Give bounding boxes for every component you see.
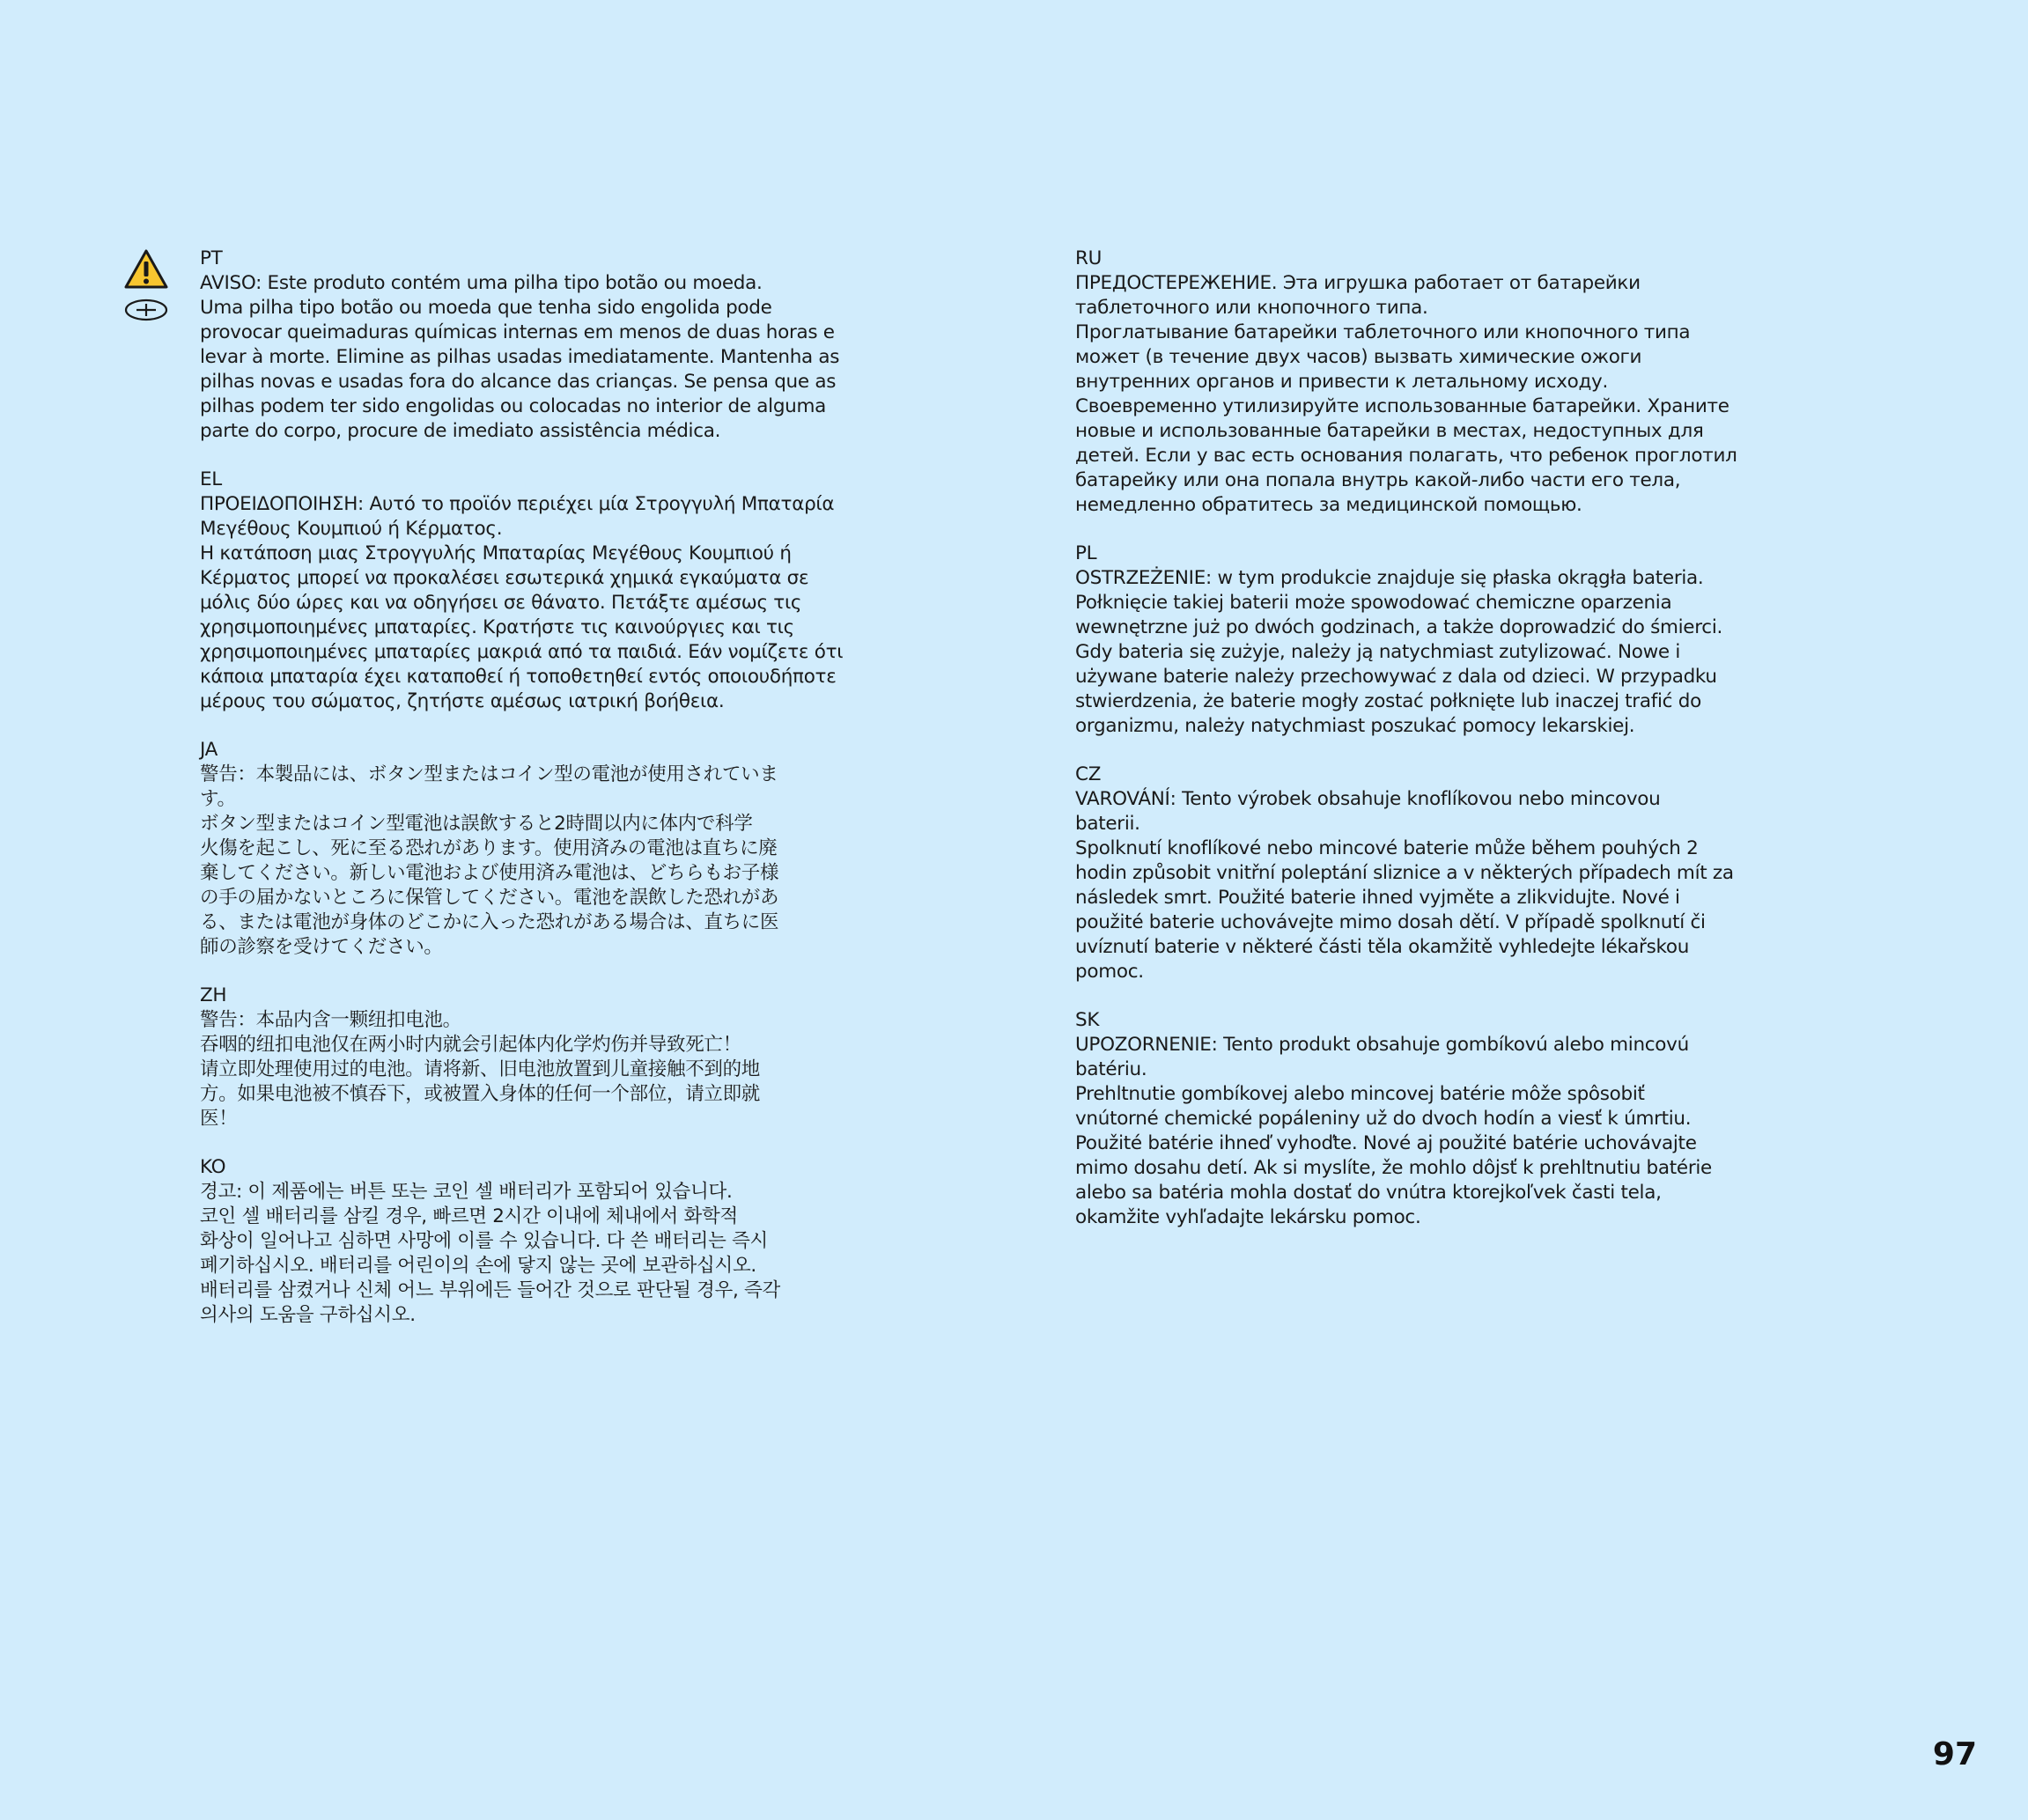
language-section-sk — [1075, 1008, 1780, 1230]
warning-text-line: ΠΡΟΕΙΔΟΠΟΙΗΣΗ: Αυτό το προϊόν περιέχει μία Στρογγυλή Μπαταρία — [200, 493, 835, 515]
warning-text-line: provocar queimaduras químicas internas em menos de duas horas e — [200, 321, 835, 343]
warning-text-line: батарейку или она попала внутрь какой-либо части его тела, — [1075, 469, 1681, 491]
warning-text-line: levar à morte. Elimine as pilhas usadas imediatamente. Mantenha as — [200, 346, 840, 368]
language-code: PT — [200, 247, 223, 269]
warning-text-line: 경고: 이 제품에는 버튼 또는 코인 셀 배터리가 포함되어 있습니다. — [200, 1181, 733, 1203]
warning-text-line: 吞咽的纽扣电池仅在两小时内就会引起体内化学灼伤并导致死亡！ — [200, 1034, 741, 1056]
language-section-pt — [200, 247, 896, 444]
warning-text-line: немедленно обратитесь за медицинской помощью. — [1075, 494, 1582, 516]
warning-text-line: pomoc. — [1075, 961, 1144, 983]
warning-text-line: Gdy bateria się zużyje, należy ją natychmiast zutylizować. Nowe i — [1075, 641, 1681, 663]
warning-text-line: vnútorné chemické popáleniny už do dvoch hodín a viesť k úmrtiu. — [1075, 1108, 1692, 1130]
language-section-ru — [1075, 247, 1780, 518]
warning-text-line: Prehltnutie gombíkovej alebo mincovej batérie môže spôsobiť — [1075, 1083, 1645, 1105]
warning-text-line: внутренних органов и привести к летальному исходу. — [1075, 371, 1609, 393]
warning-text-line: Použité batérie ihneď vyhoďte. Nové aj použité batérie uchovávajte — [1075, 1132, 1697, 1154]
warning-text-line: hodin způsobit vnitřní poleptání sliznice a v některých případech mít za — [1075, 862, 1734, 884]
warning-text-line: 请立即处理使用过的电池。请将新、旧电池放置到儿童接触不到的地 — [200, 1058, 761, 1080]
warning-text-line: 方。如果电池被不慎吞下，或被置入身体的任何一个部位，请立即就 — [200, 1083, 761, 1105]
language-section-zh — [200, 984, 896, 1131]
warning-text-line: Spolknutí knoflíkové nebo mincové baterie může během pouhých 2 — [1075, 837, 1699, 859]
warning-text-line: parte do corpo, procure de imediato assistência médica. — [200, 420, 721, 442]
language-code: RU — [1075, 247, 1102, 269]
warning-text-line: okamžite vyhľadajte lekársku pomoc. — [1075, 1206, 1421, 1228]
warning-text-line: χρησιμοποιημένες μπαταρίες μακριά από τα παιδιά. Εάν νομίζετε ότι — [200, 641, 844, 663]
warning-text-line: Η κατάποση μιας Στρογγυλής Μπαταρίας Μεγέθους Κουμπιού ή — [200, 542, 792, 564]
warning-text-line: может (в течение двух часов) вызвать химические ожоги — [1075, 346, 1642, 368]
warning-text-line: 폐기하십시오. 배터리를 어린이의 손에 닿지 않는 곳에 보관하십시오. — [200, 1255, 756, 1277]
language-code: CZ — [1075, 763, 1102, 785]
warning-text-line: wewnętrzne już po dwóch godzinach, a także doprowadzić do śmierci. — [1075, 616, 1723, 638]
page-number: 97 — [1932, 1736, 1977, 1772]
warning-text-line: ボタン型またはコイン型電池は誤飲すると2時間以内に体内で科学 — [200, 813, 753, 835]
right-column — [1075, 247, 1780, 1254]
warning-text-line: детей. Если у вас есть основания полагать, что ребенок проглотил — [1075, 445, 1737, 467]
warning-text-line: 코인 셀 배터리를 삼킬 경우, 빠르면 2시간 이내에 체내에서 화학적 — [200, 1205, 738, 1227]
warning-text-line: używane baterie należy przechowywać z dala od dzieci. W przypadku — [1075, 666, 1717, 688]
warning-text-line: uvíznutí baterie v některé části těla okamžitě vyhledejte lékařskou — [1075, 936, 1690, 958]
warning-text-line: OSTRZEŻENIE: w tym produkcie znajduje się płaska okrągła bateria. — [1075, 567, 1704, 589]
language-section-ko — [200, 1155, 896, 1328]
warning-text-line: κάποια μπαταρία έχει καταποθεί ή τοποθετηθεί εντός οποιουδήποτε — [200, 666, 837, 688]
language-code: SK — [1075, 1009, 1100, 1031]
warning-text-line: 医！ — [200, 1108, 238, 1130]
warning-text-line: 警告：本製品には、ボタン型またはコイン型の電池が使用されていま — [200, 763, 778, 785]
warning-text-line: AVISO: Este produto contém uma pilha tipo botão ou moeda. — [200, 272, 763, 294]
warning-text-line: μέρους του σώματος, ζητήστε αμέσως ιατρική βοήθεια. — [200, 690, 725, 712]
language-code: EL — [200, 468, 222, 490]
warning-text-line: χρησιμοποιημένες μπαταρίες. Κρατήστε τις καινούργιες και τις — [200, 616, 794, 638]
warning-text-line: новые и использованные батарейки в местах, недоступных для — [1075, 420, 1704, 442]
language-section-cz — [1075, 763, 1780, 984]
warning-text-line: 배터리를 삼켰거나 신체 어느 부위에든 들어간 것으로 판단될 경우, 즉각 — [200, 1279, 780, 1301]
language-code: ZH — [200, 984, 227, 1006]
warning-text-line: の手の届かないところに保管してください。電池を誤飲した恐れがあ — [200, 887, 779, 909]
warning-text-line: následek smrt. Použité baterie ihned vyjměte a zlikvidujte. Nové i — [1075, 887, 1680, 909]
warning-text-line: Uma pilha tipo botão ou moeda que tenha sido engolida pode — [200, 297, 772, 319]
warning-text-line: 의사의 도움을 구하십시오. — [200, 1304, 416, 1326]
language-section-pl — [1075, 542, 1780, 739]
warning-text-line: použité baterie uchovávejte mimo dosah dětí. V případě spolknutí či — [1075, 911, 1706, 933]
left-column — [200, 247, 896, 1352]
warning-text-line: Połknięcie takiej baterii może spowodować chemiczne oparzenia — [1075, 592, 1672, 614]
warning-triangle-icon — [123, 248, 169, 291]
warning-text-line: Κέρματος μπορεί να προκαλέσει εσωτερικά χημικά εγκαύματα σε — [200, 567, 809, 589]
warning-icons — [123, 248, 169, 323]
warning-text-line: VAROVÁNÍ: Tento výrobek obsahuje knoflíkovou nebo mincovou — [1075, 788, 1661, 810]
warning-text-line: る、または電池が身体のどこかに入った恐れがある場合は、直ちに医 — [200, 911, 779, 933]
coin-battery-icon — [123, 297, 169, 323]
warning-text-line: 師の診察を受けてください。 — [200, 936, 443, 958]
warning-text-line: stwierdzenia, że baterie mogły zostać połknięte lub inaczej trafić do — [1075, 690, 1701, 712]
warning-text-line: 警告：本品内含一颗纽扣电池。 — [200, 1009, 461, 1031]
language-section-ja — [200, 738, 896, 960]
warning-text-line: mimo dosahu detí. Ak si myslíte, že mohlo dôjsť k prehltnutiu batérie — [1075, 1157, 1712, 1179]
warning-text-line: baterii. — [1075, 813, 1140, 835]
warning-text-line: UPOZORNENIE: Tento produkt obsahuje gombíkovú alebo mincovú — [1075, 1034, 1689, 1056]
warning-text-line: 棄してください。新しい電池および使用済み電池は、どちらもお子様 — [200, 862, 779, 884]
warning-text-line: organizmu, należy natychmiast poszukać pomocy lekarskiej. — [1075, 715, 1635, 737]
warning-text-line: 火傷を起こし、死に至る恐れがあります。使用済みの電池は直ちに廃 — [200, 837, 778, 859]
warning-text-line: Μεγέθους Κουμπιού ή Κέρματος. — [200, 518, 503, 540]
language-code: PL — [1075, 542, 1097, 564]
warning-text-line: す。 — [200, 788, 236, 810]
language-code: JA — [200, 739, 218, 761]
warning-text-line: ПРЕДОСТЕРЕЖЕНИЕ. Эта игрушка работает от батарейки — [1075, 272, 1641, 294]
warning-text-line: pilhas podem ter sido engolidas ou colocadas no interior de alguma — [200, 395, 827, 417]
warning-text-line: таблеточного или кнопочного типа. — [1075, 297, 1428, 319]
language-section-el — [200, 468, 896, 714]
warning-text-line: Проглатывание батарейки таблеточного или кнопочного типа — [1075, 321, 1691, 343]
warning-text-line: pilhas novas e usadas fora do alcance das crianças. Se pensa que as — [200, 371, 837, 393]
warning-text-line: batériu. — [1075, 1058, 1147, 1080]
warning-text-line: μόλις δύο ώρες και να οδηγήσει σε θάνατο. Πετάξτε αμέσως τις — [200, 592, 802, 614]
warning-text-line: alebo sa batéria mohla dostať do vnútra ktorejkoľvek časti tela, — [1075, 1182, 1662, 1204]
language-code: KO — [200, 1156, 226, 1178]
warning-text-line: Своевременно утилизируйте использованные батарейки. Храните — [1075, 395, 1729, 417]
warning-text-line: 화상이 일어나고 심하면 사망에 이를 수 있습니다. 다 쓴 배터리는 즉시 — [200, 1230, 769, 1252]
